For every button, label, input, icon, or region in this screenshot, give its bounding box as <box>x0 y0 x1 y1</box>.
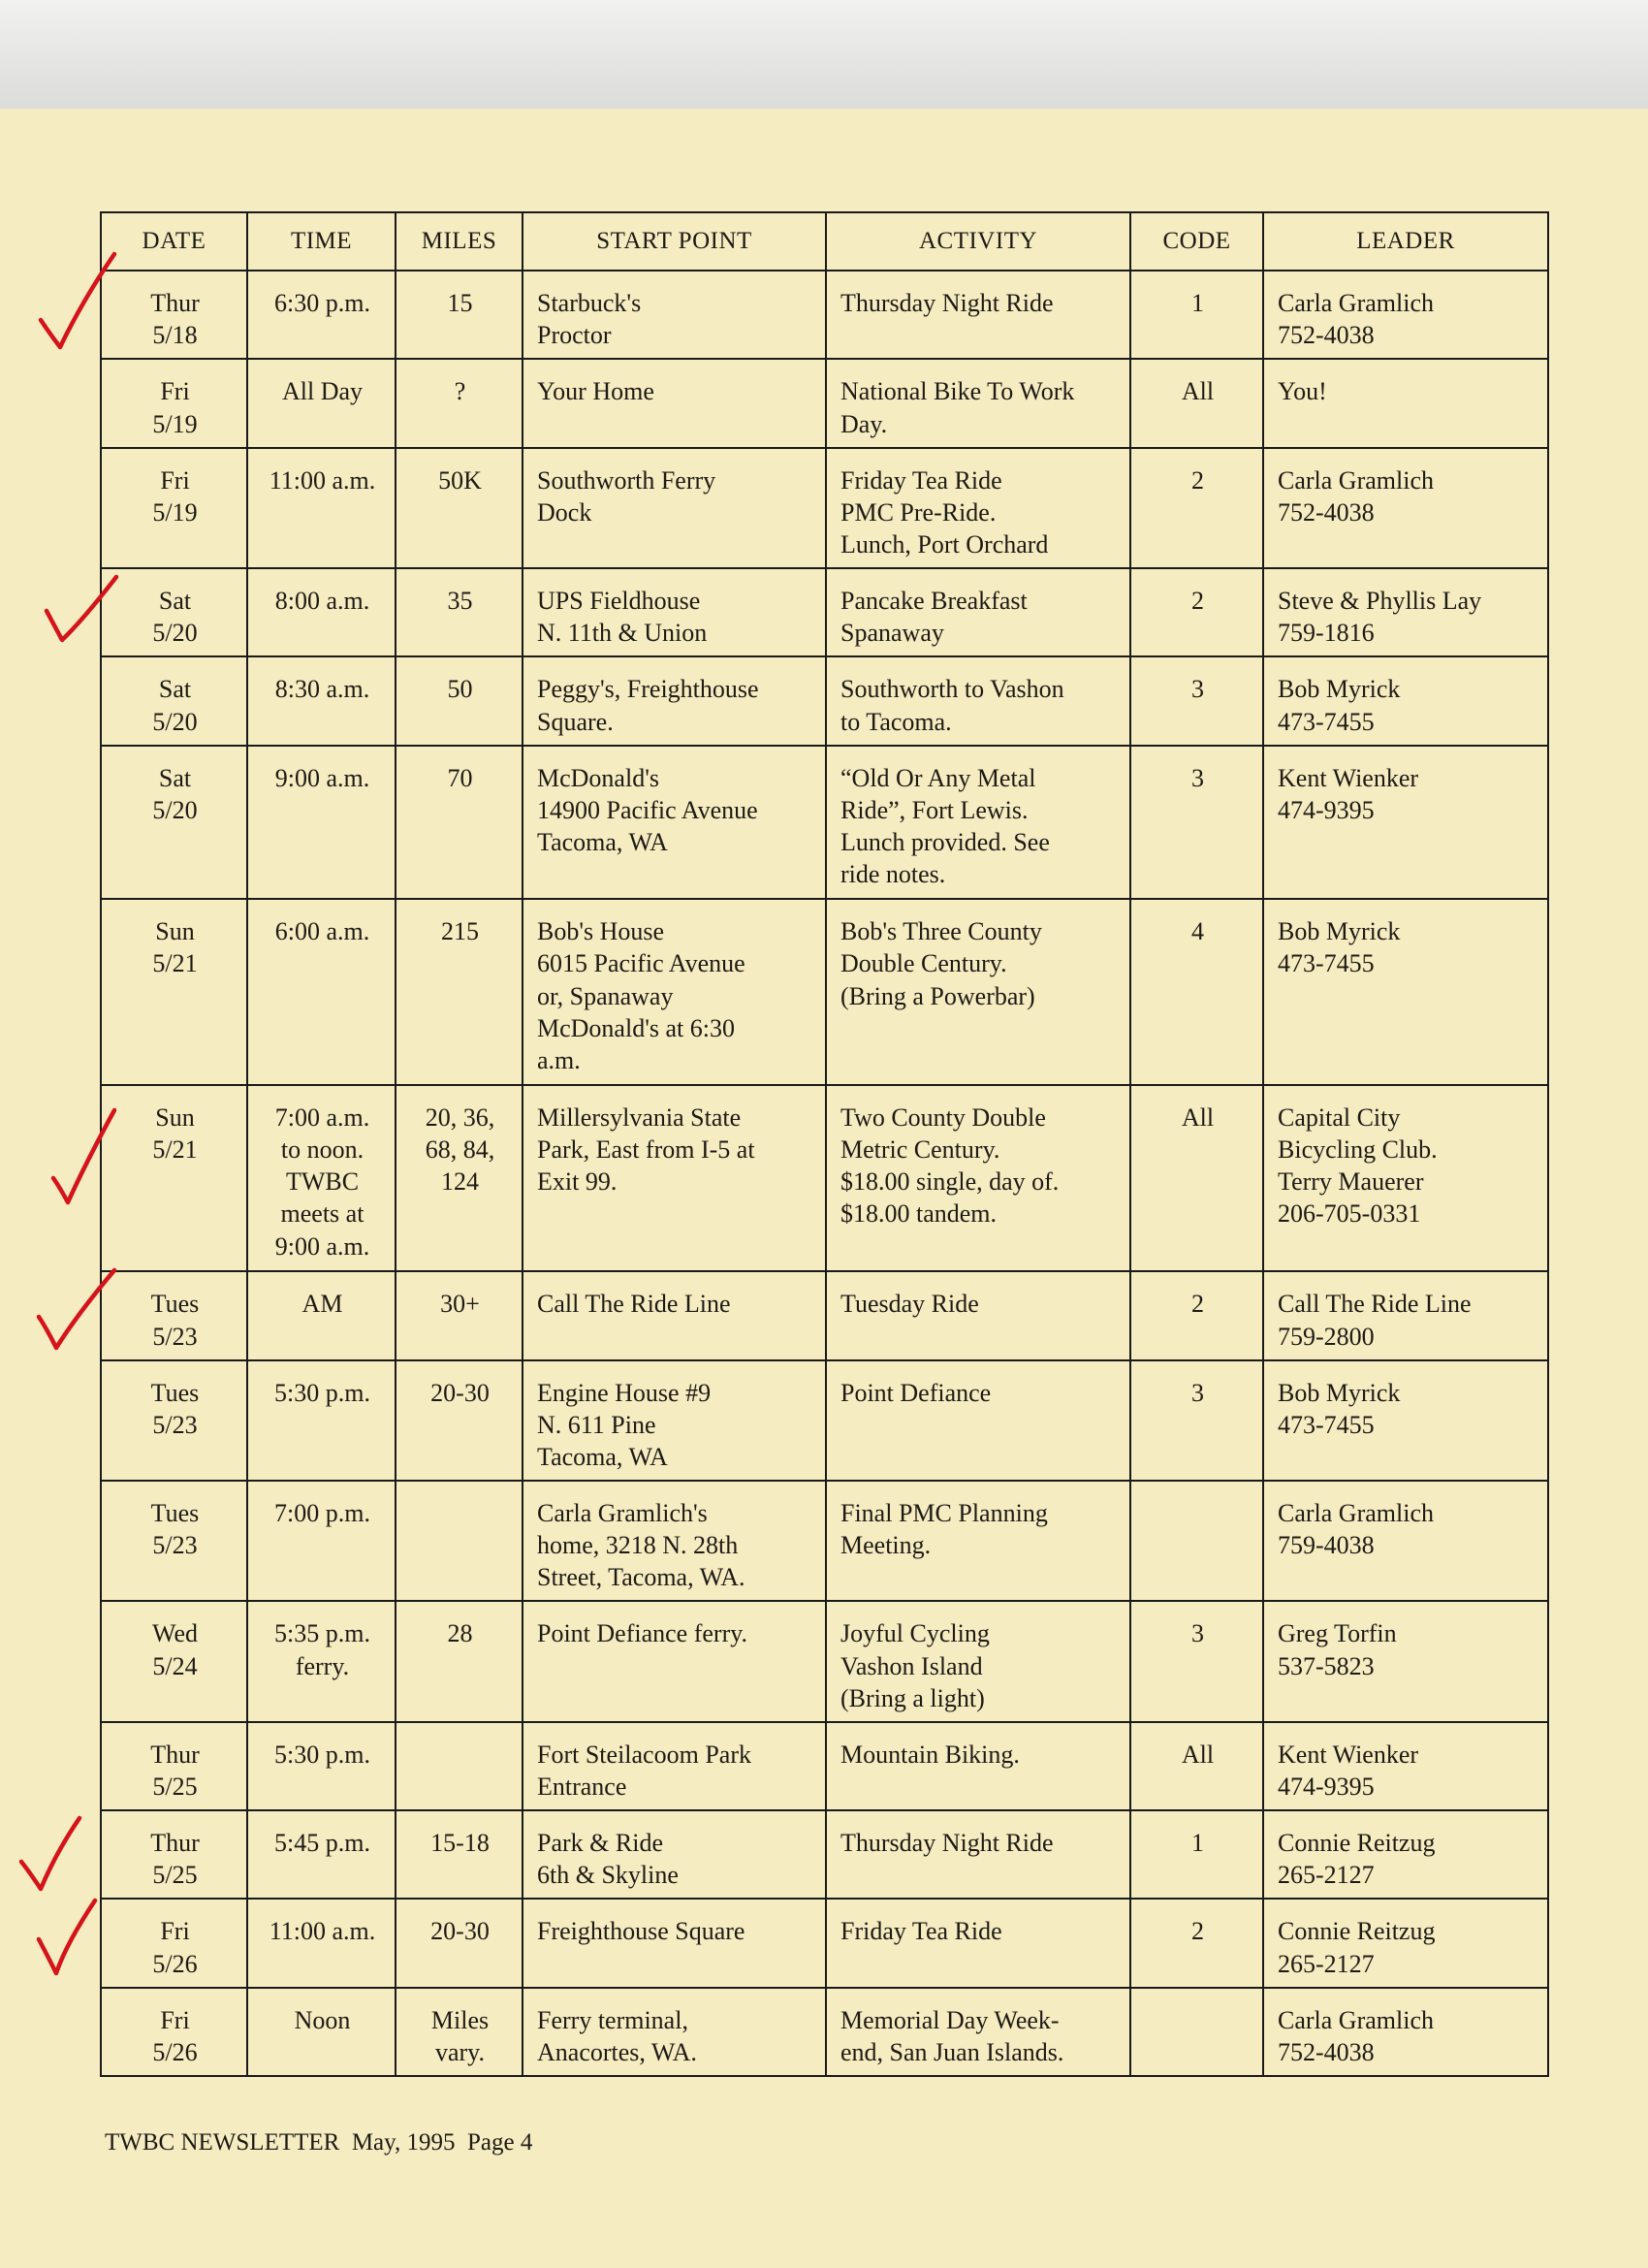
cell-activity: Bob's Three County Double Century. (Bring a Powerbar) <box>826 899 1130 1085</box>
cell-time: AM <box>247 1271 396 1359</box>
table-row <box>101 359 1548 447</box>
cell-leader: Carla Gramlich 752-4038 <box>1263 271 1548 359</box>
cell-miles <box>396 1722 523 1810</box>
header-code: CODE <box>1130 212 1263 271</box>
cell-activity: “Old Or Any Metal Ride”, Fort Lewis. Lunch provided. See ride notes. <box>826 746 1130 900</box>
cell-code: 3 <box>1130 1601 1263 1721</box>
cell-start-point: Engine House #9 N. 611 Pine Tacoma, WA <box>523 1360 826 1481</box>
cell-code: 1 <box>1130 1810 1263 1899</box>
cell-date: Sat 5/20 <box>101 746 247 900</box>
cell-miles: 215 <box>396 899 523 1085</box>
cell-leader: You! <box>1263 359 1548 447</box>
table-row <box>101 1271 1548 1359</box>
scan-background <box>0 0 1648 109</box>
header-activity: ACTIVITY <box>826 212 1130 271</box>
cell-miles: Miles vary. <box>396 1988 523 2076</box>
cell-start-point: Fort Steilacoom Park Entrance <box>523 1722 826 1810</box>
cell-miles: 15-18 <box>396 1810 523 1899</box>
cell-date: Thur 5/18 <box>101 271 247 359</box>
cell-miles: 50K <box>396 448 523 568</box>
cell-leader: Connie Reitzug 265-2127 <box>1263 1810 1548 1899</box>
header-time: TIME <box>247 212 396 271</box>
cell-leader: Call The Ride Line 759-2800 <box>1263 1271 1548 1359</box>
cell-miles: 30+ <box>396 1271 523 1359</box>
cell-time: 8:30 a.m. <box>247 656 396 745</box>
cell-date: Sat 5/20 <box>101 568 247 656</box>
table-row <box>101 1988 1548 2076</box>
cell-miles: 20-30 <box>396 1899 523 1987</box>
cell-date: Sat 5/20 <box>101 656 247 745</box>
cell-time: 5:30 p.m. <box>247 1360 396 1481</box>
header-leader: LEADER <box>1263 212 1548 271</box>
cell-time: 8:00 a.m. <box>247 568 396 656</box>
cell-date: Fri 5/26 <box>101 1988 247 2076</box>
cell-start-point: McDonald's 14900 Pacific Avenue Tacoma, WA <box>523 746 826 900</box>
table-row <box>101 448 1548 568</box>
cell-start-point: Park & Ride 6th & Skyline <box>523 1810 826 1899</box>
cell-time: 11:00 a.m. <box>247 448 396 568</box>
cell-time: 7:00 a.m. to noon. TWBC meets at 9:00 a.m. <box>247 1085 396 1272</box>
cell-miles: 50 <box>396 656 523 745</box>
header-date: DATE <box>101 212 247 271</box>
cell-code: 2 <box>1130 1899 1263 1987</box>
cell-start-point: Peggy's, Freighthouse Square. <box>523 656 826 745</box>
cell-code <box>1130 1481 1263 1601</box>
cell-leader: Bob Myrick 473-7455 <box>1263 656 1548 745</box>
cell-time: 6:00 a.m. <box>247 899 396 1085</box>
cell-miles: ? <box>396 359 523 447</box>
cell-time: 5:30 p.m. <box>247 1722 396 1810</box>
cell-leader: Carla Gramlich 752-4038 <box>1263 448 1548 568</box>
cell-time: 6:30 p.m. <box>247 271 396 359</box>
cell-start-point: Freighthouse Square <box>523 1899 826 1987</box>
cell-miles: 70 <box>396 746 523 900</box>
cell-leader: Kent Wienker 474-9395 <box>1263 1722 1548 1810</box>
cell-code: 2 <box>1130 568 1263 656</box>
newsletter-footer: TWBC NEWSLETTER May, 1995 Page 4 <box>105 2129 533 2156</box>
cell-leader: Bob Myrick 473-7455 <box>1263 1360 1548 1481</box>
cell-date: Thur 5/25 <box>101 1810 247 1899</box>
cell-activity: Thursday Night Ride <box>826 1810 1130 1899</box>
cell-start-point: Call The Ride Line <box>523 1271 826 1359</box>
cell-miles: 20-30 <box>396 1360 523 1481</box>
cell-start-point: Ferry terminal, Anacortes, WA. <box>523 1988 826 2076</box>
cell-activity: Tuesday Ride <box>826 1271 1130 1359</box>
cell-date: Tues 5/23 <box>101 1271 247 1359</box>
cell-activity: Pancake Breakfast Spanaway <box>826 568 1130 656</box>
table-row <box>101 1085 1548 1272</box>
table-row <box>101 656 1548 745</box>
cell-activity: Friday Tea Ride <box>826 1899 1130 1987</box>
cell-date: Tues 5/23 <box>101 1360 247 1481</box>
cell-start-point: Starbuck's Proctor <box>523 271 826 359</box>
cell-date: Thur 5/25 <box>101 1722 247 1810</box>
cell-date: Fri 5/26 <box>101 1899 247 1987</box>
cell-date: Wed 5/24 <box>101 1601 247 1721</box>
cell-date: Sun 5/21 <box>101 1085 247 1272</box>
ride-schedule-table <box>100 211 1549 2077</box>
table-row <box>101 899 1548 1085</box>
table-header-row <box>101 212 1548 271</box>
cell-date: Sun 5/21 <box>101 899 247 1085</box>
cell-activity: Southworth to Vashon to Tacoma. <box>826 656 1130 745</box>
cell-date: Fri 5/19 <box>101 448 247 568</box>
cell-start-point: Bob's House 6015 Pacific Avenue or, Spanaway McDonald's at 6:30 a.m. <box>523 899 826 1085</box>
table-row <box>101 1810 1548 1899</box>
cell-code: 2 <box>1130 1271 1263 1359</box>
cell-start-point: Your Home <box>523 359 826 447</box>
table-row <box>101 1481 1548 1601</box>
cell-leader: Connie Reitzug 265-2127 <box>1263 1899 1548 1987</box>
cell-miles: 20, 36, 68, 84, 124 <box>396 1085 523 1272</box>
cell-start-point: Carla Gramlich's home, 3218 N. 28th Street, Tacoma, WA. <box>523 1481 826 1601</box>
cell-activity: Memorial Day Week- end, San Juan Islands. <box>826 1988 1130 2076</box>
cell-time: 7:00 p.m. <box>247 1481 396 1601</box>
cell-start-point: Millersylvania State Park, East from I-5 at Exit 99. <box>523 1085 826 1272</box>
cell-activity: National Bike To Work Day. <box>826 359 1130 447</box>
table-row <box>101 1722 1548 1810</box>
table-row <box>101 746 1548 900</box>
cell-time: Noon <box>247 1988 396 2076</box>
cell-leader: Capital City Bicycling Club. Terry Mauerer 206-705-0331 <box>1263 1085 1548 1272</box>
cell-code: All <box>1130 359 1263 447</box>
cell-miles: 28 <box>396 1601 523 1721</box>
cell-leader: Carla Gramlich 759-4038 <box>1263 1481 1548 1601</box>
cell-code: 2 <box>1130 448 1263 568</box>
cell-activity: Thursday Night Ride <box>826 271 1130 359</box>
cell-date: Fri 5/19 <box>101 359 247 447</box>
header-miles: MILES <box>396 212 523 271</box>
cell-code: All <box>1130 1085 1263 1272</box>
cell-leader: Bob Myrick 473-7455 <box>1263 899 1548 1085</box>
cell-time: 5:45 p.m. <box>247 1810 396 1899</box>
cell-time: 5:35 p.m. ferry. <box>247 1601 396 1721</box>
cell-leader: Steve & Phyllis Lay 759-1816 <box>1263 568 1548 656</box>
cell-code: All <box>1130 1722 1263 1810</box>
cell-time: All Day <box>247 359 396 447</box>
cell-activity: Friday Tea Ride PMC Pre-Ride. Lunch, Port Orchard <box>826 448 1130 568</box>
cell-start-point: Southworth Ferry Dock <box>523 448 826 568</box>
cell-miles: 35 <box>396 568 523 656</box>
cell-activity: Joyful Cycling Vashon Island (Bring a light) <box>826 1601 1130 1721</box>
cell-code: 3 <box>1130 746 1263 900</box>
cell-miles: 15 <box>396 271 523 359</box>
cell-activity: Two County Double Metric Century. $18.00 single, day of. $18.00 tandem. <box>826 1085 1130 1272</box>
cell-leader: Carla Gramlich 752-4038 <box>1263 1988 1548 2076</box>
cell-leader: Kent Wienker 474-9395 <box>1263 746 1548 900</box>
cell-activity: Final PMC Planning Meeting. <box>826 1481 1130 1601</box>
table-row <box>101 1899 1548 1987</box>
table-row <box>101 568 1548 656</box>
cell-code <box>1130 1988 1263 2076</box>
table-row <box>101 1360 1548 1481</box>
cell-activity: Mountain Biking. <box>826 1722 1130 1810</box>
cell-start-point: Point Defiance ferry. <box>523 1601 826 1721</box>
header-start-point: START POINT <box>523 212 826 271</box>
cell-activity: Point Defiance <box>826 1360 1130 1481</box>
cell-leader: Greg Torfin 537-5823 <box>1263 1601 1548 1721</box>
cell-date: Tues 5/23 <box>101 1481 247 1601</box>
cell-time: 11:00 a.m. <box>247 1899 396 1987</box>
cell-start-point: UPS Fieldhouse N. 11th & Union <box>523 568 826 656</box>
cell-code: 1 <box>1130 271 1263 359</box>
table-row <box>101 1601 1548 1721</box>
cell-miles <box>396 1481 523 1601</box>
cell-code: 4 <box>1130 899 1263 1085</box>
cell-code: 3 <box>1130 1360 1263 1481</box>
cell-time: 9:00 a.m. <box>247 746 396 900</box>
table-row <box>101 271 1548 359</box>
cell-code: 3 <box>1130 656 1263 745</box>
